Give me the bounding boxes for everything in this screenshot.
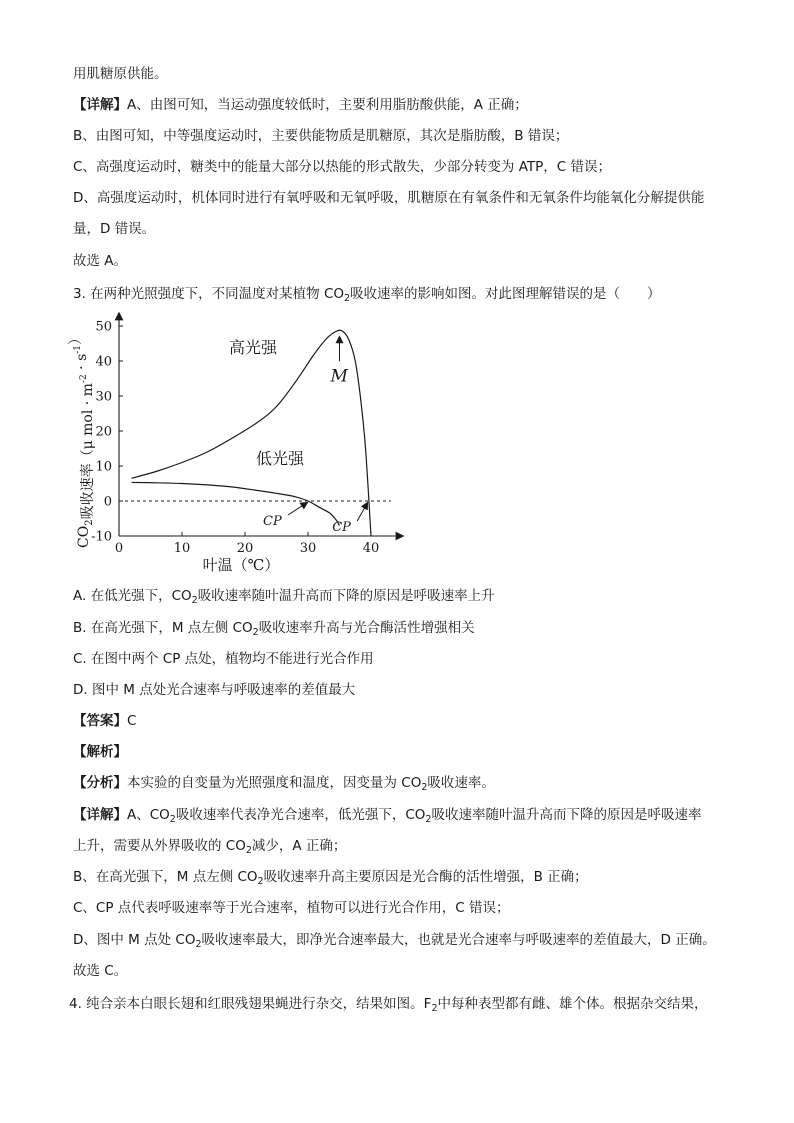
- q3-stem-a: 3. 在两种光照强度下，不同温度对某植物 CO: [73, 286, 345, 302]
- xiangjie-line-5: [73, 930, 716, 955]
- q4-sub: 2: [431, 1003, 438, 1014]
- x3-s: 2: [257, 876, 264, 887]
- option-a-pre: A. 在低光强下，CO: [73, 588, 192, 604]
- x-axis-label: 叶温（℃）: [202, 556, 280, 574]
- option-b: [73, 618, 475, 643]
- x1-s2: 2: [425, 814, 432, 825]
- y-tick-label: 10: [95, 459, 112, 475]
- x5-b: 吸收速率最大，即净光合速率最大，也就是光合速率与呼吸速率的差值最大，D 正确。: [201, 932, 716, 948]
- x-tick-label: 0: [114, 541, 124, 556]
- chart-series: [132, 330, 371, 536]
- series-low-light-curve: [132, 482, 340, 525]
- intro-line-3: B、由图可知，中等强度运动时，主要供能物质是肌糖原，其次是脂肪酸，B 错误；: [73, 128, 569, 144]
- x-tick-label: 40: [362, 541, 380, 556]
- q3-stem: [73, 284, 661, 309]
- xiangjie-line-1: [73, 805, 701, 830]
- option-d: D. 图中 M 点处光合速率与呼吸速率的差值最大: [73, 682, 356, 698]
- option-b-sub: 2: [252, 627, 259, 638]
- fenxi-sub: 2: [421, 782, 428, 793]
- q3-stem-sub: 2: [344, 293, 351, 304]
- intro-line-5: D、高强度运动时，机体同时进行有氧呼吸和无氧呼吸，肌糖原在有氧条件和无氧条件均能氧化分解提供能: [73, 190, 705, 206]
- x1-s1: 2: [169, 814, 176, 825]
- x1-a: A、CO: [127, 807, 170, 823]
- x5-s: 2: [195, 939, 202, 950]
- fenxi-line: [73, 773, 495, 798]
- xiangjie-tag: 【详解】: [73, 807, 127, 823]
- cp1-arrow: [288, 504, 305, 515]
- option-a: [73, 586, 495, 611]
- option-c: C. 在图中两个 CP 点处，植物均不能进行光合作用: [73, 651, 374, 667]
- x-tick-label: 30: [299, 541, 317, 556]
- cp1-label: CP: [263, 514, 282, 529]
- cp2-arrow: [357, 505, 366, 521]
- x3-b: 吸收速率升高主要原因是光合酶的活性增强，B 正确；: [263, 869, 588, 885]
- y-tick-label: 50: [95, 319, 112, 335]
- x2-s: 2: [245, 845, 252, 856]
- option-a-post: 吸收速率随叶温升高而下降的原因是呼吸速率上升: [197, 588, 495, 604]
- co2-absorption-chart: [66, 312, 416, 574]
- x-tick-label: 10: [173, 541, 191, 556]
- xiangjie-line-4: C、CP 点代表呼吸速率等于光合速率，植物可以进行光合作用，C 错误；: [73, 900, 510, 916]
- x1-b: 吸收速率代表净光合速率，低光强下，CO: [175, 807, 426, 823]
- y-tick-label: 20: [95, 424, 112, 440]
- option-a-sub: 2: [191, 595, 198, 606]
- x-tick-label: 20: [236, 541, 254, 556]
- series-high-light-curve: [132, 330, 371, 536]
- y-axis-label: $CO_2$吸收速率（μ mol · $m^{-2} \cdot s^{-1}$）: [68, 330, 96, 548]
- x2-b: 减少，A 正确；: [251, 838, 347, 854]
- intro-line-6: 量，D 错误。: [73, 221, 156, 237]
- y-tick-label: 30: [95, 389, 112, 405]
- intro-line-1: 用肌糖原供能。: [73, 66, 168, 82]
- fenxi-pre: 本实验的自变量为光照强度和温度，因变量为 CO: [127, 775, 422, 791]
- intro-line-4: C、高强度运动时，糖类中的能量大部分以热能的形式散失，少部分转变为 ATP，C 错误；: [73, 159, 612, 175]
- fenxi-tag: 【分析】: [73, 775, 127, 791]
- detail-text: A、由图可知，当运动强度较低时，主要利用脂肪酸供能，A 正确；: [127, 97, 528, 113]
- m-point-label: M: [330, 366, 348, 387]
- answer-tag: 【答案】: [73, 713, 127, 729]
- y-tick-label: 40: [95, 354, 112, 370]
- analysis-tag: 【解析】: [73, 744, 127, 760]
- x1-c: 吸收速率随叶温升高而下降的原因是呼吸速率: [431, 807, 702, 823]
- xiangjie-line-6: 故选 C。: [73, 963, 128, 979]
- y-tick-label: 0: [103, 494, 112, 510]
- answer-line: [73, 711, 136, 731]
- y-tick-label: -10: [91, 529, 112, 545]
- option-b-post: 吸收速率升高与光合酶活性增强相关: [258, 620, 475, 636]
- answer-value: C: [127, 713, 137, 729]
- x3-a: B、在高光强下，M 点左侧 CO: [73, 869, 258, 885]
- intro-line-7: 故选 A。: [73, 253, 128, 269]
- xiangjie-line-3: [73, 867, 588, 892]
- high-light-label: 高光强: [229, 338, 278, 357]
- q4-a: 4. 纯合亲本白眼长翅和红眼残翅果蝇进行杂交，结果如图。F: [69, 996, 432, 1012]
- low-light-label: 低光强: [256, 449, 305, 468]
- q4-stem: [69, 994, 707, 1019]
- q4-b: 中每种表型都有雌、雄个体。根据杂交结果，: [437, 996, 708, 1012]
- chart-annotations: [229, 338, 366, 535]
- intro-line-2: [73, 95, 528, 115]
- x2-a: 上升，需要从外界吸收的 CO: [73, 838, 246, 854]
- xiangjie-line-2: [73, 836, 346, 861]
- x5-a: D、图中 M 点处 CO: [73, 932, 196, 948]
- option-b-pre: B. 在高光强下，M 点左侧 CO: [73, 620, 253, 636]
- detail-tag: 【详解】: [73, 97, 127, 113]
- fenxi-post: 吸收速率。: [427, 775, 495, 791]
- q3-stem-b: 吸收速率的影响如图。对此图理解错误的是（ ）: [350, 286, 661, 302]
- cp2-label: CP: [332, 520, 351, 535]
